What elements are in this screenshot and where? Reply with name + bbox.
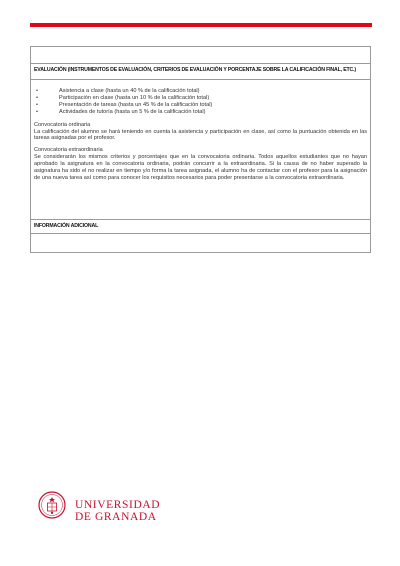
criteria-list	[34, 88, 367, 116]
table-divider	[31, 233, 370, 234]
list-item: • Actividades de tutoría (hasta un 5 % de la calificación total)	[34, 109, 367, 116]
extraordinaria-text: Se considerarán los mismos criterios y porcentajes que en la convocatoria ordinaria. Todos aquellos estudiantes que no hayan aprobado la asignatura en la convocatoria ordinaria, podrán concurrir a la extraordinaria. Si la causa de no haber superado la asignatura ha sido el no realizar en tiempo y/o forma la tarea asignada, el alumno ha de contactar con el profesor para la asignación de una nueva tarea así como para conocer los requisitos necesarios para poder presentarse a la convocatoria extraordinaria.	[34, 154, 367, 181]
extraordinaria-title: Convocatoria extraordinaria	[34, 147, 103, 154]
list-item: • Asistencia a clase (hasta un 40 % de la calificación total)	[34, 88, 367, 95]
table-divider	[31, 79, 370, 80]
university-seal-icon	[38, 491, 66, 519]
guide-table	[30, 46, 371, 253]
evaluation-content	[34, 88, 367, 182]
evaluation-heading: EVALUACIÓN (INSTRUMENTOS DE EVALUACIÓN, CRITERIOS DE EVALUACIÓN Y PORCENTAJE SOBRE LA CALIFICACIÓN FINAL, ETC.)	[34, 67, 356, 73]
list-item: • Participación en clase (hasta un 10 % de la calificación total)	[34, 95, 367, 102]
university-name-line2: DE GRANADA	[75, 511, 157, 523]
top-red-bar	[30, 23, 372, 27]
list-item: • Presentación de tareas (hasta un 45 % de la calificación total)	[34, 102, 367, 109]
additional-info-heading: INFORMACIÓN ADICIONAL	[34, 223, 99, 229]
table-divider	[31, 219, 370, 220]
ordinaria-text: La calificación del alumno se hará teniendo en cuenta la asistencia y participación en clase, así como la puntuación obtenida en las tareas asignadas por el profesor.	[34, 128, 367, 142]
table-divider	[31, 63, 370, 64]
ordinaria-title: Convocatoria ordinaria	[34, 121, 91, 128]
university-name-line1: UNIVERSIDAD	[75, 499, 161, 511]
